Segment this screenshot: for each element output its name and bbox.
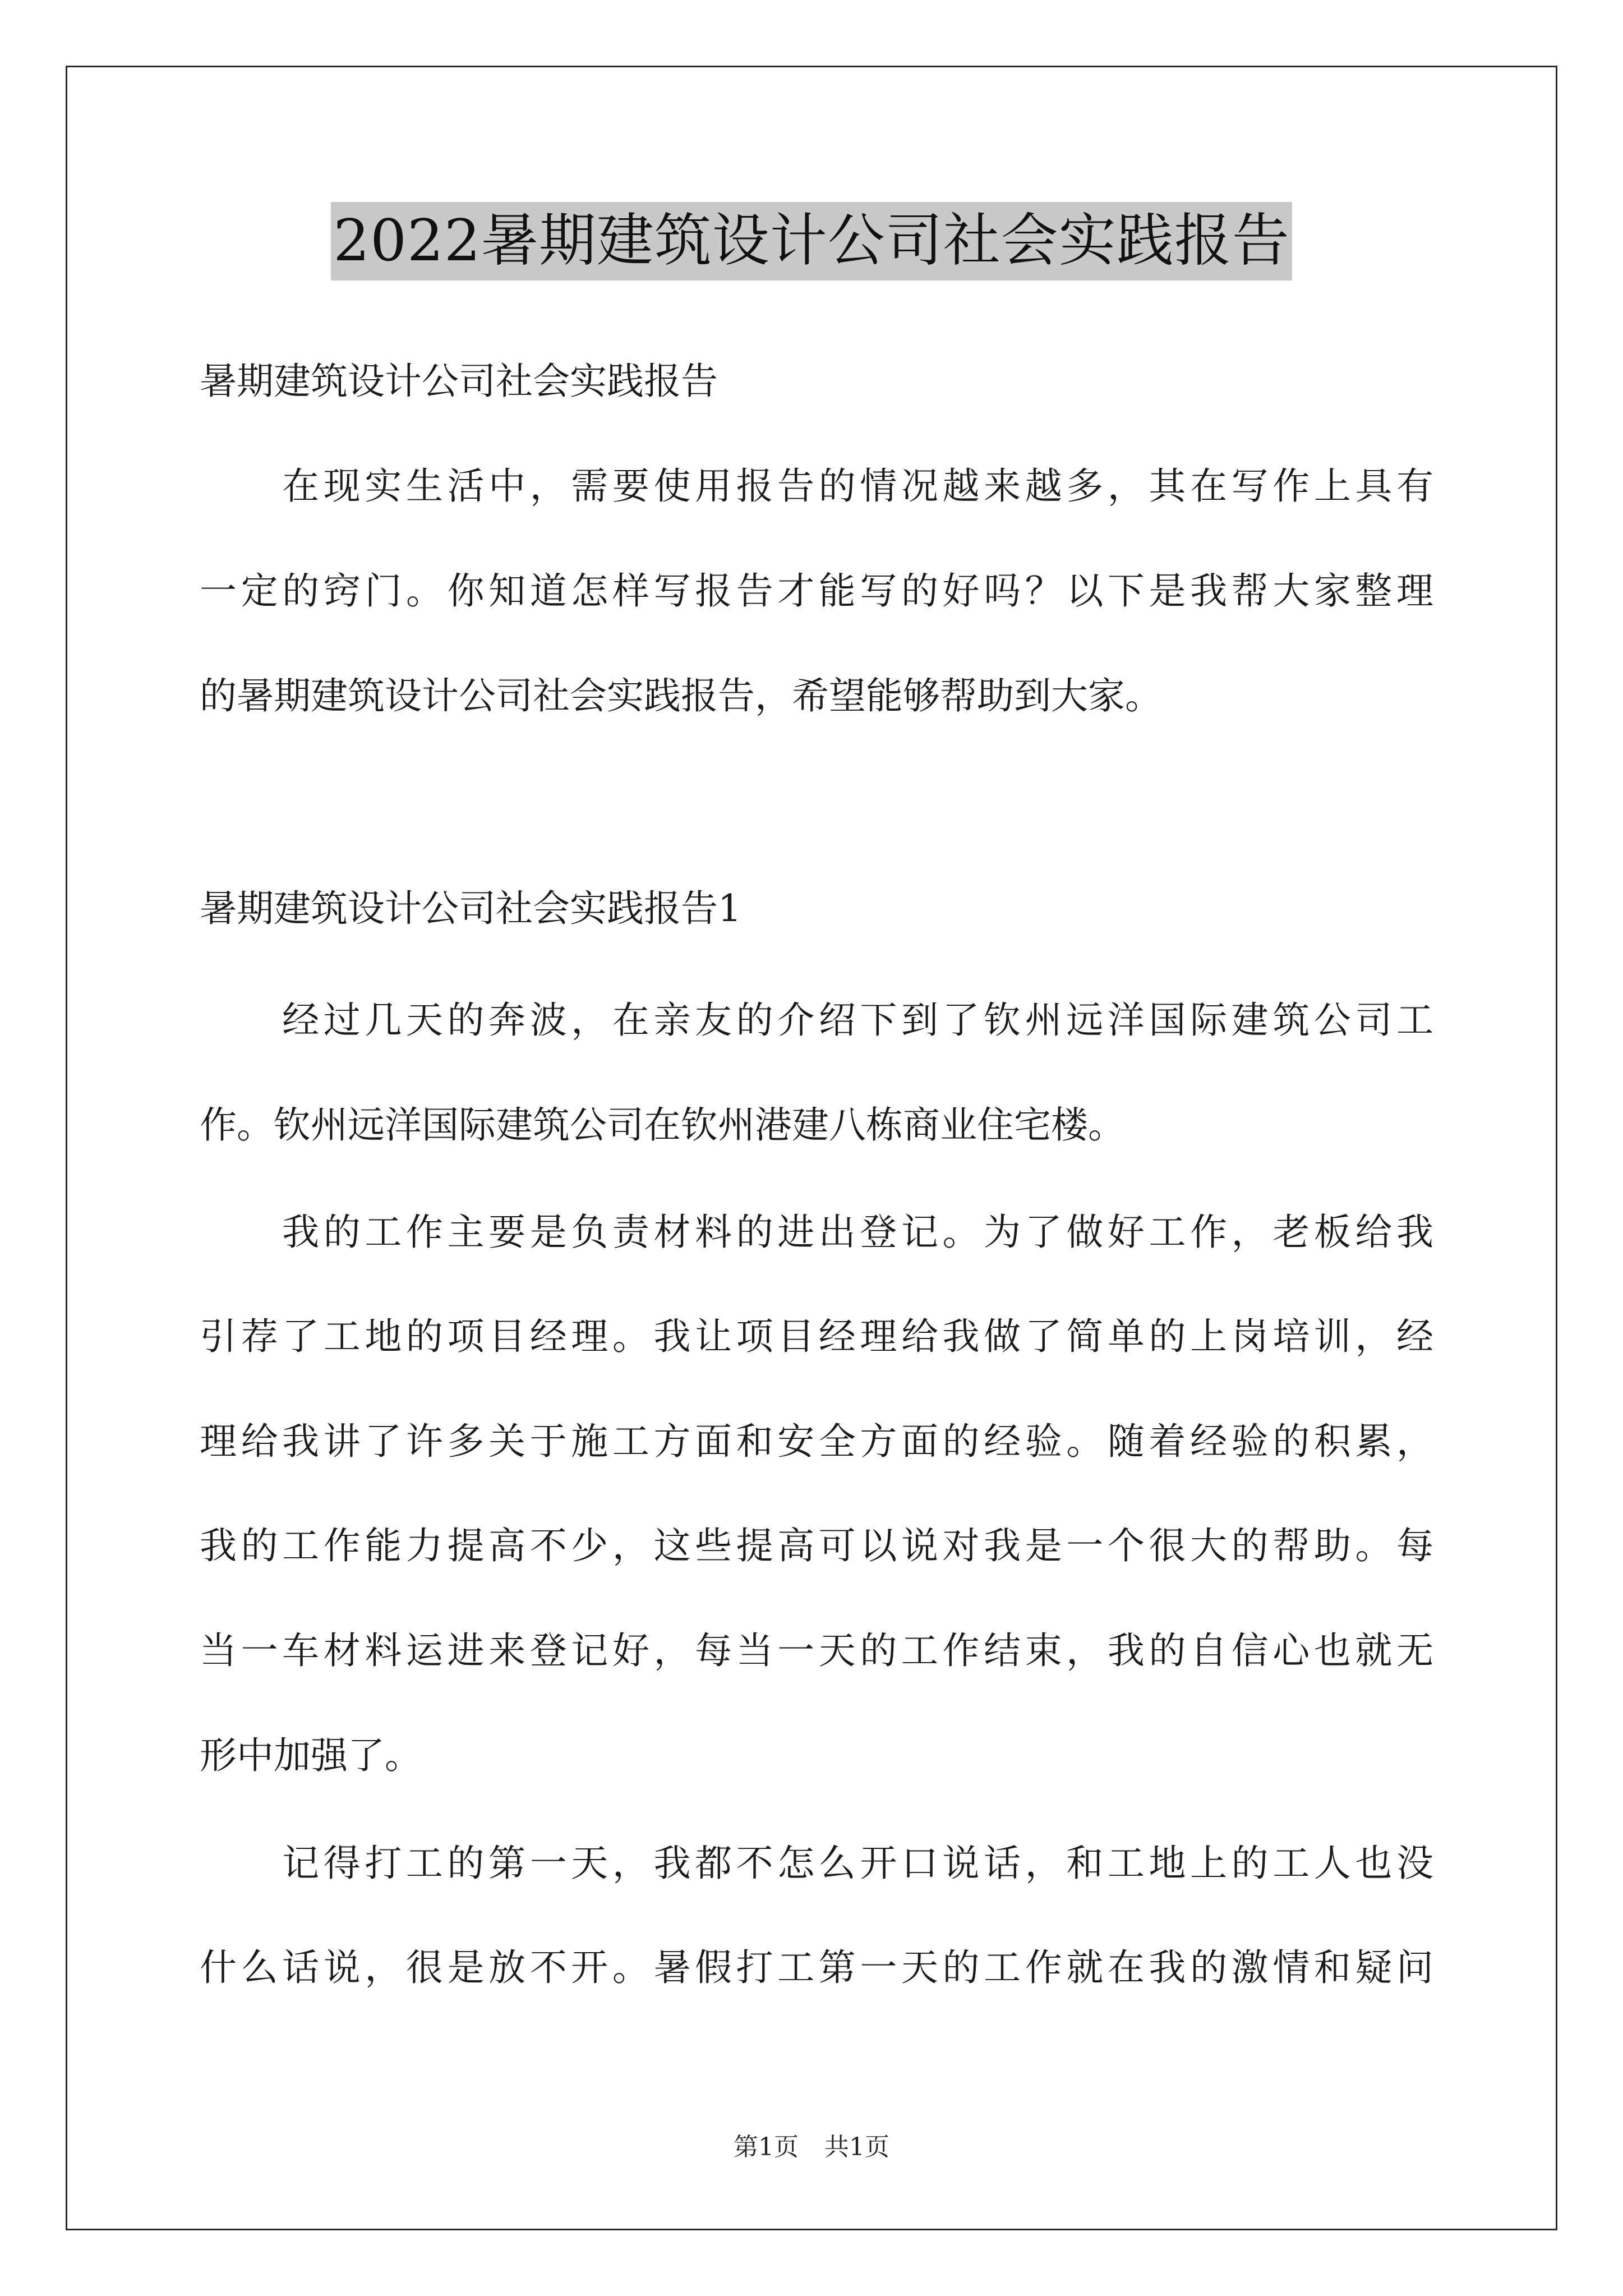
- paragraph-line: 经过几天的奔波，在亲友的介绍下到了钦州远洋国际建筑公司工: [200, 999, 1433, 1042]
- paragraph-line: 我的工作能力提高不少，这些提高可以说对我是一个很大的帮助。每: [200, 1524, 1433, 1567]
- page-total: 共1页: [824, 2133, 889, 2161]
- section-heading: 暑期建筑设计公司社会实践报告1: [200, 887, 741, 930]
- page-number: 第1页: [734, 2133, 799, 2161]
- paragraph-line: 我的工作主要是负责材料的进出登记。为了做好工作，老板给我: [200, 1211, 1433, 1254]
- paragraph-line: 理给我讲了许多关于施工方面和安全方面的经验。随着经验的积累，: [200, 1420, 1433, 1463]
- paragraph-line: 形中加强了。: [200, 1734, 422, 1777]
- paragraph-line: 作。钦州远洋国际建筑公司在钦州港建八栋商业住宅楼。: [200, 1103, 1125, 1147]
- title-container: [0, 202, 1623, 280]
- paragraph-line: 当一车材料运进来登记好，每当一天的工作结束，我的自信心也就无: [200, 1629, 1433, 1672]
- intro-line: 在现实生活中，需要使用报告的情况越来越多，其在写作上具有: [200, 464, 1433, 508]
- page-footer: [0, 2131, 1623, 2164]
- subtitle: 暑期建筑设计公司社会实践报告: [200, 360, 718, 403]
- intro-line: 的暑期建筑设计公司社会实践报告，希望能够帮助到大家。: [200, 674, 1162, 717]
- intro-line: 一定的窍门。你知道怎样写报告才能写的好吗？以下是我帮大家整理: [200, 569, 1433, 613]
- document-title: 2022暑期建筑设计公司社会实践报告: [331, 202, 1292, 280]
- paragraph-line: 什么话说，很是放不开。暑假打工第一天的工作就在我的激情和疑问: [200, 1946, 1433, 1989]
- paragraph-line: 引荐了工地的项目经理。我让项目经理给我做了简单的上岗培训，经: [200, 1315, 1433, 1358]
- paragraph-line: 记得打工的第一天，我都不怎么开口说话，和工地上的工人也没: [200, 1842, 1433, 1885]
